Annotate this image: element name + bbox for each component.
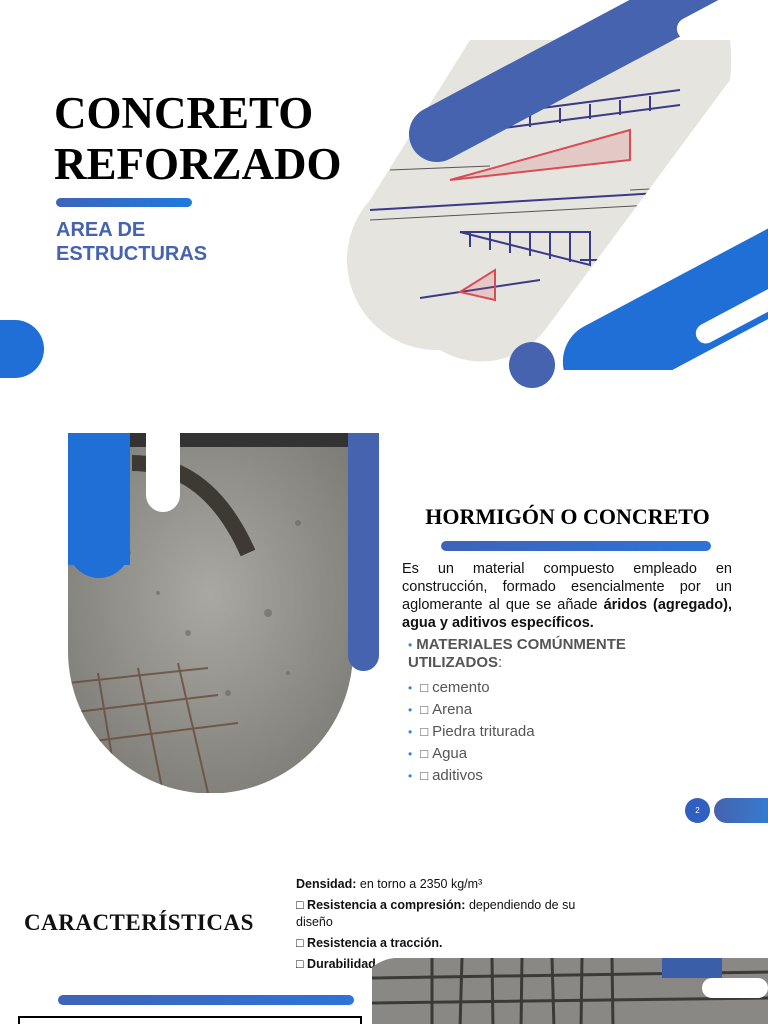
description-text: Es un material compuesto empleado en construcción, formado esencialmente por un aglomerante al que se añade	[402, 561, 732, 613]
concrete-description	[402, 560, 732, 632]
checkbox-glyph-icon: □	[420, 768, 429, 783]
checkbox-glyph-icon: □	[296, 957, 304, 971]
materials-list	[408, 677, 535, 787]
materials-heading-text: MATERIALES COMÚNMENTE UTILIZADOS	[408, 636, 626, 671]
traction-label: Resistencia a tracción.	[307, 936, 443, 950]
list-item	[408, 677, 535, 699]
materials-heading-colon: :	[498, 654, 503, 671]
checkbox-glyph-icon: □	[420, 724, 429, 739]
bullet-icon: •	[408, 725, 413, 739]
density-value: en torno a 2350 kg/m³	[359, 877, 483, 891]
slide-characteristics	[0, 840, 768, 1024]
heading-underline-bar	[58, 995, 354, 1005]
list-item	[408, 765, 535, 787]
page-number: 2	[685, 798, 710, 823]
subtitle-line-2: ESTRUCTURAS	[56, 243, 208, 265]
subtitle-line-1: AREA DE	[56, 219, 146, 241]
materials-heading	[408, 636, 708, 672]
compression-label: Resistencia a compresión:	[307, 898, 466, 912]
list-item	[408, 721, 535, 743]
decorative-dot	[509, 342, 555, 388]
property-density	[296, 876, 596, 893]
material-label: Agua	[432, 745, 468, 762]
property-compression	[296, 897, 596, 931]
property-traction	[296, 935, 596, 952]
list-item	[408, 699, 535, 721]
slide-concrete	[0, 408, 768, 840]
subtitle	[56, 218, 207, 266]
durability-label: Durabilidad	[307, 957, 376, 971]
checkbox-glyph-icon: □	[296, 936, 304, 950]
density-label: Densidad:	[296, 877, 357, 891]
slide-title-heading	[54, 88, 374, 190]
material-label: Piedra triturada	[432, 723, 535, 740]
concrete-heading: HORMIGÓN O CONCRETO	[425, 504, 710, 529]
structural-drawings-photo	[330, 0, 768, 370]
bullet-icon: •	[408, 769, 413, 783]
material-label: cemento	[432, 679, 490, 696]
checkbox-glyph-icon: □	[296, 898, 304, 912]
title-underline-bar	[56, 198, 192, 207]
bullet-icon: •	[408, 638, 413, 652]
decorative-pill-left	[0, 320, 44, 378]
checkbox-glyph-icon: □	[420, 680, 429, 695]
concrete-pour-photo	[68, 433, 353, 793]
content-frame	[18, 1016, 362, 1024]
heading-underline-bar	[441, 541, 711, 551]
material-label: Arena	[432, 701, 473, 718]
rebar-cage-photo	[372, 958, 768, 1024]
page-number-pill	[714, 798, 768, 823]
title-line-1: CONCRETO	[54, 88, 314, 138]
slide-title	[0, 0, 768, 408]
description-bold: áridos (agregado), agua y aditivos específicos.	[402, 597, 732, 631]
checkbox-glyph-icon: □	[420, 746, 429, 761]
title-line-2: REFORZADO	[54, 139, 342, 189]
characteristics-heading: CARACTERÍSTICAS	[24, 910, 254, 935]
decorative-vertical-bar	[348, 433, 379, 671]
material-label: aditivos	[432, 767, 483, 784]
bullet-icon: •	[408, 681, 413, 695]
bullet-icon: •	[408, 703, 413, 717]
bullet-icon: •	[408, 747, 413, 761]
list-item	[408, 743, 535, 765]
compression-value: dependiendo de su diseño	[296, 898, 576, 929]
checkbox-glyph-icon: □	[420, 702, 429, 717]
